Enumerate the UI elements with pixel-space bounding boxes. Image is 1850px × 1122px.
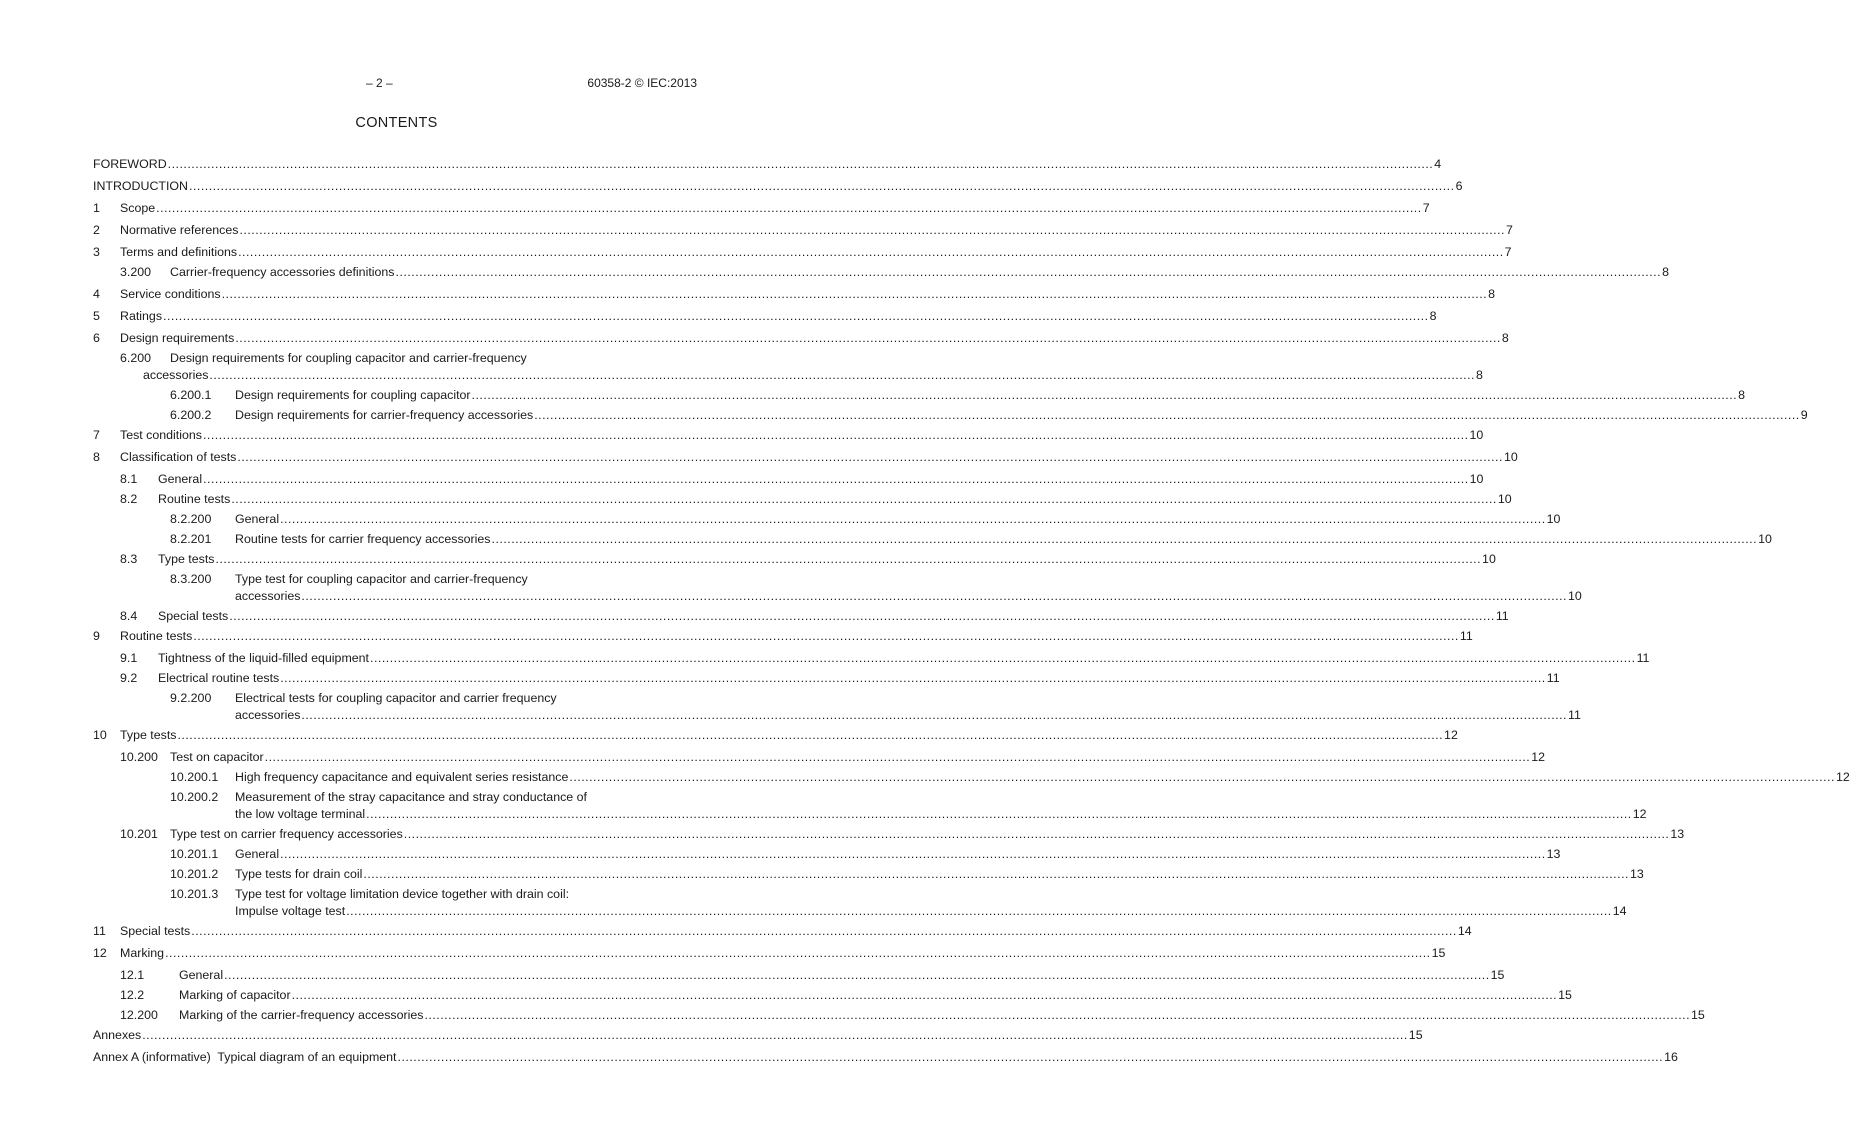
toc-section-number: 5 <box>93 309 100 323</box>
toc-section-number: 6.200 <box>120 351 152 365</box>
leader-dots <box>404 827 1670 842</box>
toc-entry-annexes[interactable] <box>93 1028 1423 1043</box>
toc-section-number: 3 <box>93 245 100 259</box>
leader-dots <box>177 728 1443 743</box>
toc-entry-8-2-200[interactable] <box>93 512 1561 527</box>
leader-dots <box>363 867 1629 882</box>
leader-dots <box>209 368 1475 383</box>
toc-section-number: 10.201.1 <box>170 847 219 861</box>
leader-dots <box>280 512 1546 527</box>
toc-entry-label: Scope <box>120 201 156 215</box>
toc-entry-label: Electrical routine tests <box>158 671 280 685</box>
toc-entry-12-1[interactable] <box>93 968 1505 983</box>
toc-entry-8-3-200[interactable] <box>93 572 1582 604</box>
toc-page-number: 11 <box>1567 708 1581 722</box>
toc-section-number: 10.200 <box>120 750 158 764</box>
leader-dots <box>396 265 1662 280</box>
toc-entry-label: Routine tests <box>120 629 193 643</box>
toc-section-number: 12.1 <box>120 968 145 982</box>
toc-entry-10-201-2[interactable] <box>93 867 1644 882</box>
leader-dots <box>165 946 1431 961</box>
toc-section-number: 3.200 <box>120 265 152 279</box>
toc-entry-9-2-200[interactable] <box>93 691 1581 723</box>
toc-entry-label: Special tests <box>158 609 229 623</box>
leader-dots <box>229 609 1495 624</box>
toc-entry-8-2[interactable] <box>93 492 1512 507</box>
toc-section-number: 4 <box>93 287 100 301</box>
toc-entry-9-1[interactable] <box>93 651 1650 666</box>
toc-entry-label: Type tests <box>158 552 215 566</box>
toc-entry-label: Type tests <box>120 728 177 742</box>
toc-entry-label-line2: accessories <box>143 368 209 382</box>
leader-dots <box>222 287 1488 302</box>
toc-entry-label: Type tests for drain coil <box>235 867 363 881</box>
toc-entry-label: General <box>158 472 203 486</box>
toc-entry-4[interactable] <box>93 287 1496 302</box>
toc-page-number: 12 <box>1531 750 1546 764</box>
toc-page-number: 15 <box>1431 946 1446 960</box>
toc-section-number: 10.201.3 <box>170 887 219 901</box>
toc-entry-6-200-2[interactable] <box>93 408 1808 423</box>
toc-section-number: 6.200.1 <box>170 388 212 402</box>
leader-dots <box>189 179 1455 194</box>
toc-page-number: 10 <box>1758 532 1772 546</box>
toc-entry-label: General <box>235 512 280 526</box>
toc-entry-6-200-1[interactable] <box>93 388 1746 403</box>
toc-entry-1[interactable] <box>93 201 1430 216</box>
leader-dots <box>193 629 1459 644</box>
leader-dots <box>280 671 1546 686</box>
toc-page-number: 16 <box>1664 1050 1678 1064</box>
leader-dots <box>163 309 1429 324</box>
toc-entry-label: Marking <box>120 946 165 960</box>
toc-entry-label: INTRODUCTION <box>93 179 188 193</box>
toc-section-number: 12.200 <box>120 1008 158 1022</box>
toc-entry-label: Marking of the carrier-frequency accessories <box>179 1008 424 1022</box>
toc-entry-label: General <box>235 847 280 861</box>
leader-dots <box>424 1008 1690 1023</box>
leader-dots <box>142 1028 1408 1043</box>
toc-page-number: 13 <box>1546 847 1561 861</box>
toc-entry-9-2[interactable] <box>93 671 1560 686</box>
leader-dots <box>280 847 1546 862</box>
toc-page-number: 12 <box>1835 770 1850 784</box>
toc-section-number: 9.1 <box>120 651 138 665</box>
toc-entry-10-200-2[interactable] <box>93 790 1647 822</box>
toc-page-number: 9 <box>1800 408 1808 422</box>
toc-entry-10-201-1[interactable] <box>93 847 1561 862</box>
toc-entry-label: FOREWORD <box>93 157 167 171</box>
leader-dots <box>237 450 1503 465</box>
toc-entry-6[interactable] <box>93 331 1509 346</box>
leader-dots <box>398 1050 1664 1065</box>
toc-page-number: 4 <box>1434 157 1442 171</box>
toc-entry-annex-a[interactable] <box>93 1050 1678 1065</box>
leader-dots <box>224 968 1490 983</box>
toc-page-number: 14 <box>1457 924 1472 938</box>
toc-page-number: 8 <box>1475 368 1483 382</box>
toc-entry-label-line1: Design requirements for coupling capacitor and carrier-frequency <box>170 351 527 365</box>
toc-entry-label: Normative references <box>120 223 239 237</box>
toc-section-number: 10.200.2 <box>170 790 219 804</box>
toc-section-number: 10.200.1 <box>170 770 219 784</box>
toc-page-number: 11 <box>1459 629 1473 643</box>
toc-entry-label-line2: Impulse voltage test <box>235 904 346 918</box>
toc-page-number: 14 <box>1612 904 1627 918</box>
leader-dots <box>238 245 1504 260</box>
toc-page-number: 10 <box>1567 589 1582 603</box>
toc-entry-10[interactable] <box>93 728 1458 743</box>
toc-section-number: 8.2 <box>120 492 138 506</box>
toc-entry-label: Annexes <box>93 1028 142 1042</box>
leader-dots <box>534 408 1800 423</box>
toc-entry-3-200[interactable] <box>93 265 1669 280</box>
leader-dots <box>168 157 1434 172</box>
toc-entry-label: Test on capacitor <box>170 750 264 764</box>
leader-dots <box>215 552 1481 567</box>
toc-page-number: 11 <box>1495 609 1509 623</box>
toc-page-number: 11 <box>1636 651 1650 665</box>
toc-section-number: 7 <box>93 428 100 442</box>
toc-page-number: 7 <box>1422 201 1430 215</box>
leader-dots <box>191 924 1457 939</box>
toc-entry-11[interactable] <box>93 924 1472 939</box>
toc-section-number: 10 <box>93 728 107 742</box>
toc-entry-10-200-1[interactable] <box>93 770 1850 785</box>
toc-section-number: 8 <box>93 450 100 464</box>
toc-entry-foreword[interactable] <box>93 157 1442 172</box>
toc-entry-label: Test conditions <box>120 428 202 442</box>
toc-section-number: 8.2.200 <box>170 512 212 526</box>
toc-page-number: 13 <box>1670 827 1685 841</box>
toc-entry-label: Design requirements <box>120 331 235 345</box>
toc-entry-introduction[interactable] <box>93 179 1463 194</box>
toc-entry-label: Classification of tests <box>120 450 237 464</box>
toc-entry-label: Carrier-frequency accessories definitions <box>170 265 395 279</box>
toc-entry-12-200[interactable] <box>93 1008 1705 1023</box>
toc-section-number: 6 <box>93 331 100 345</box>
toc-page-number: 8 <box>1429 309 1437 323</box>
toc-entry-label-line1: Electrical tests for coupling capacitor and carrier frequency <box>235 691 557 705</box>
toc-page-number: 13 <box>1629 867 1644 881</box>
toc-section-number: 9 <box>93 629 100 643</box>
toc-entry-10-201-3[interactable] <box>93 887 1627 919</box>
toc-section-number: 10.201.2 <box>170 867 219 881</box>
toc-page-number: 10 <box>1469 472 1484 486</box>
toc-entry-label: Ratings <box>120 309 163 323</box>
toc-entry-label: Special tests <box>120 924 191 938</box>
toc-section-number: 9.2.200 <box>170 691 212 705</box>
toc-section-number: 8.3.200 <box>170 572 212 586</box>
toc-page-number: 10 <box>1482 552 1496 566</box>
toc-entry-10-200[interactable] <box>93 750 1546 765</box>
toc-entry-7[interactable] <box>93 428 1484 443</box>
toc-entry-9[interactable] <box>93 629 1473 644</box>
toc-page-number: 10 <box>1546 512 1561 526</box>
toc-section-number: 12 <box>93 946 107 960</box>
toc-entry-label: Type test on carrier frequency accessories <box>170 827 403 841</box>
table-of-contents <box>93 157 1850 1065</box>
toc-section-number: 9.2 <box>120 671 138 685</box>
toc-page-number: 15 <box>1490 968 1505 982</box>
toc-entry-8-3[interactable] <box>93 552 1496 567</box>
toc-page-number: 6 <box>1455 179 1463 193</box>
toc-page-number: 10 <box>1503 450 1518 464</box>
toc-entry-label-line2: the low voltage terminal <box>235 807 366 821</box>
toc-entry-label-line1: Measurement of the stray capacitance and stray conductance of <box>235 790 587 804</box>
toc-section-number: 10.201 <box>120 827 158 841</box>
toc-entry-12[interactable] <box>93 946 1446 961</box>
leader-dots <box>301 708 1567 723</box>
toc-entry-8-1[interactable] <box>93 472 1484 487</box>
toc-section-number: 1 <box>93 201 100 215</box>
leader-dots <box>472 388 1738 403</box>
toc-page-number: 11 <box>1546 671 1560 685</box>
toc-entry-2[interactable] <box>93 223 1513 238</box>
toc-page-number: 15 <box>1408 1028 1423 1042</box>
toc-page-number: 10 <box>1469 428 1484 442</box>
leader-dots <box>235 331 1501 346</box>
page-title: CONTENTS <box>355 115 438 131</box>
leader-dots <box>370 651 1636 666</box>
toc-page-number: 15 <box>1558 988 1572 1002</box>
leader-dots <box>231 492 1497 507</box>
toc-entry-label: Design requirements for coupling capacitor <box>235 388 471 402</box>
leader-dots <box>239 223 1505 238</box>
toc-page-number: 12 <box>1632 807 1647 821</box>
leader-dots <box>292 988 1558 1003</box>
toc-section-number: 12.2 <box>120 988 145 1002</box>
toc-entry-5[interactable] <box>93 309 1437 324</box>
toc-entry-label: Design requirements for carrier-frequency accessories <box>235 408 534 422</box>
leader-dots <box>366 807 1632 822</box>
toc-entry-label: Tightness of the liquid-filled equipment <box>158 651 369 665</box>
toc-page-number: 8 <box>1738 388 1746 402</box>
toc-entry-label: Marking of capacitor <box>179 988 291 1002</box>
toc-section-number: 6.200.2 <box>170 408 212 422</box>
toc-entry-8[interactable] <box>93 450 1518 465</box>
toc-section-number: 8.2.201 <box>170 532 212 546</box>
leader-dots <box>203 472 1469 487</box>
toc-section-number: 8.1 <box>120 472 138 486</box>
toc-entry-10-201[interactable] <box>93 827 1685 842</box>
leader-dots <box>569 770 1835 785</box>
toc-entry-3[interactable] <box>93 245 1512 260</box>
leader-dots <box>492 532 1758 547</box>
toc-entry-label-line1: Type test for voltage limitation device together with drain coil: <box>235 887 570 901</box>
toc-entry-label-line2: accessories <box>235 589 301 603</box>
toc-entry-label: Routine tests for carrier frequency accessories <box>235 532 491 546</box>
toc-entry-label: Annex A (informative) Typical diagram of an equipment <box>93 1050 397 1064</box>
toc-entry-12-2[interactable] <box>93 988 1572 1003</box>
toc-page-number: 7 <box>1506 223 1513 237</box>
toc-page-number: 8 <box>1488 287 1496 301</box>
leader-dots <box>301 589 1567 604</box>
toc-entry-label: High frequency capacitance and equivalent series resistance <box>235 770 569 784</box>
toc-entry-8-4[interactable] <box>93 609 1509 624</box>
toc-entry-label: Routine tests <box>158 492 231 506</box>
toc-page-number: 15 <box>1691 1008 1705 1022</box>
leader-dots <box>265 750 1531 765</box>
toc-page-number: 12 <box>1444 728 1458 742</box>
toc-entry-label: Terms and definitions <box>120 245 238 259</box>
leader-dots <box>156 201 1422 216</box>
toc-entry-label-line2: accessories <box>235 708 301 722</box>
toc-entry-6-200[interactable] <box>93 351 1483 383</box>
toc-section-number: 2 <box>93 223 100 237</box>
toc-entry-label-line1: Type test for coupling capacitor and carrier-frequency <box>235 572 528 586</box>
leader-dots <box>203 428 1469 443</box>
toc-page-number: 8 <box>1501 331 1509 345</box>
toc-entry-8-2-201[interactable] <box>93 532 1772 547</box>
toc-section-number: 8.3 <box>120 552 138 566</box>
document-reference: 60358-2 © IEC:2013 <box>587 76 697 90</box>
toc-entry-label: General <box>179 968 224 982</box>
toc-page-number: 10 <box>1497 492 1512 506</box>
toc-page-number: 8 <box>1662 265 1669 279</box>
toc-section-number: 8.4 <box>120 609 138 623</box>
page-number: – 2 – <box>366 76 393 90</box>
toc-section-number: 11 <box>93 924 106 938</box>
toc-page-number: 7 <box>1504 245 1512 259</box>
toc-entry-label: Service conditions <box>120 287 221 301</box>
leader-dots <box>346 904 1612 919</box>
